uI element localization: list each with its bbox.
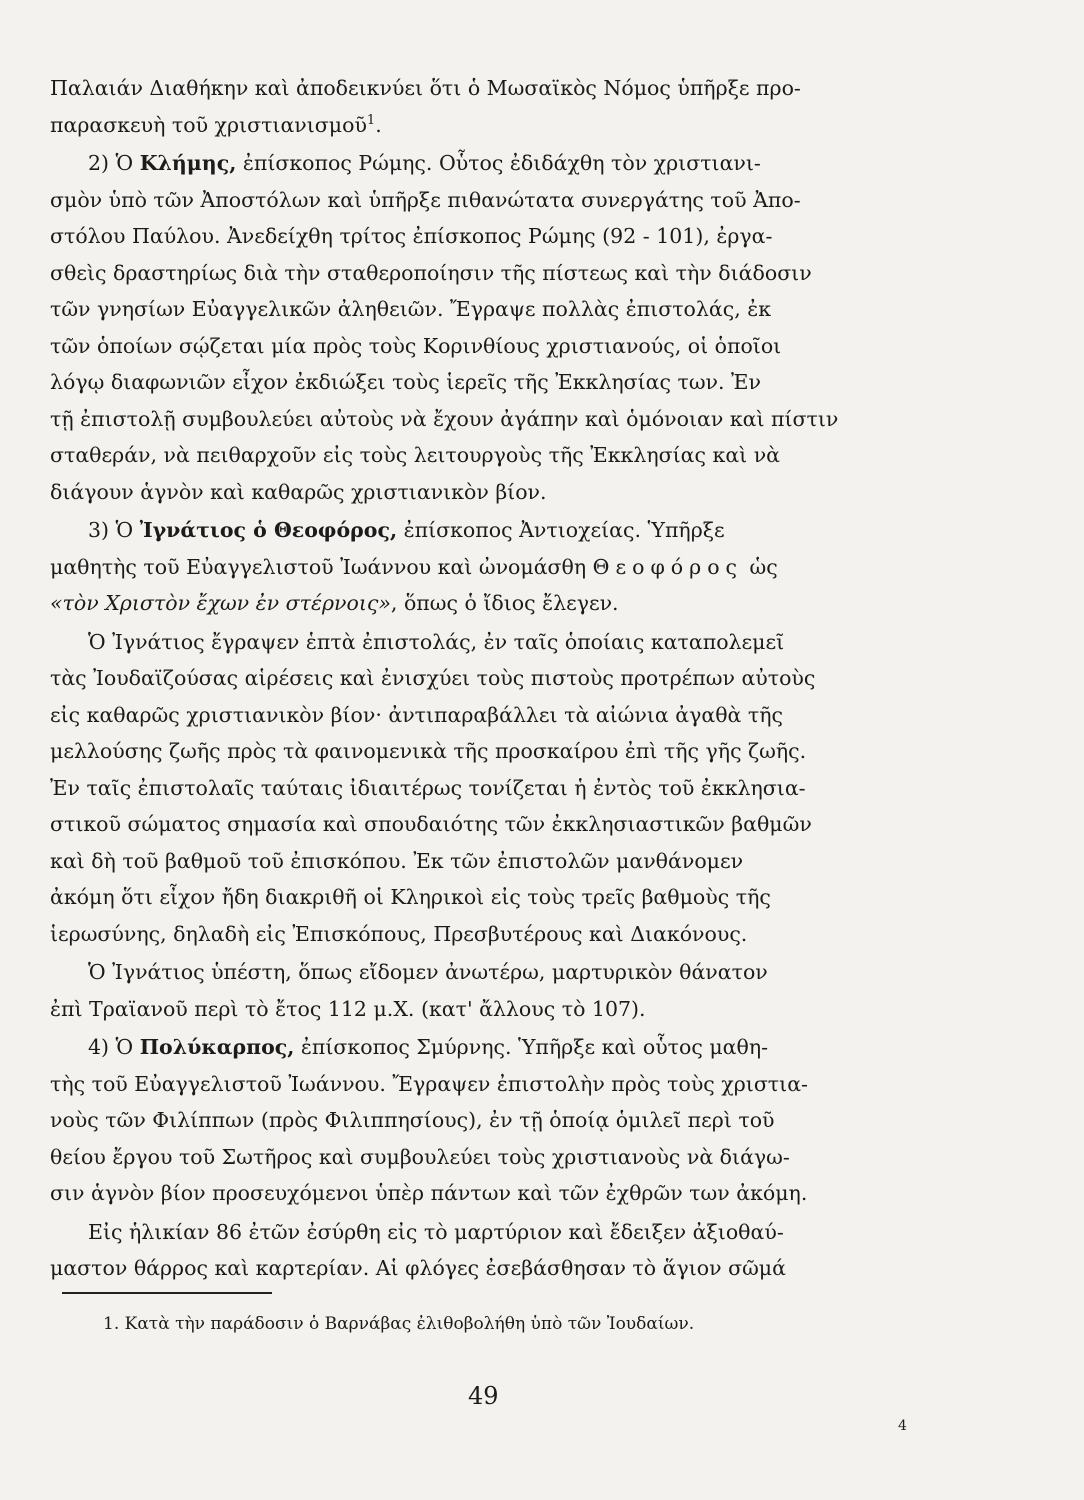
text-run: ἱερωσύνης, δηλαδὴ εἰς Ἐπισκόπους, Πρεσβυτέρους καὶ Διακόνους. (50, 921, 748, 946)
text-run: στικοῦ σώματος σημασία καὶ σπουδαιότης τῶν ἐκκλησιαστικῶν βαθμῶν (50, 812, 812, 836)
text-run: σθεὶς δραστηρίως διὰ τὴν σταθεροποίησιν τῆς πίστεως καὶ τὴν διάδοσιν (50, 260, 812, 285)
text-run: θείου ἔργου τοῦ Σωτῆρος καὶ συμβουλεύει τοὺς χριστιανοὺς νὰ διάγω- (50, 1144, 790, 1169)
text-run: ὡς (743, 554, 778, 579)
text-line (50, 624, 895, 661)
text-run: Ἐν ταῖς ἐπιστολαῖς ταύταις ἰδιαιτέρως τονίζεται ἡ ἐντὸς τοῦ ἐκκλησια- (50, 775, 806, 800)
paragraph (50, 1029, 895, 1212)
text-run: 4) Ὁ (88, 1035, 140, 1059)
text-run: ἐπίσκοπος Ρώμης. Οὗτος ἐδιδάχθη τὸν χριστιανι- (236, 151, 761, 175)
text-run: τῶν ὁποίων σῴζεται μία πρὸς τοὺς Κορινθίους χριστιανούς, οἱ ὁποῖοι (50, 333, 782, 358)
text-line (50, 1250, 895, 1287)
text-run: τὰς Ἰουδαϊζούσας αἱρέσεις καὶ ἐνισχύει τοὺς πιστοὺς προτρέπων αὐτοὺς (50, 666, 816, 690)
text-run: ἐπίσκοπος Σμύρνης. Ὑπῆρξε καὶ οὗτος μαθη- (294, 1035, 769, 1059)
paragraph (50, 512, 895, 622)
text-line (50, 145, 895, 182)
text-run: νοὺς τῶν Φιλίππων (πρὸς Φιλιππησίους), ἐν τῇ ὁποίᾳ ὁμιλεῖ περὶ τοῦ (50, 1108, 775, 1132)
text-line (50, 954, 895, 991)
text-run: μαθητὴς τοῦ Εὐαγγελιστοῦ Ἰωάννου καὶ ὠνομάσθη (50, 554, 593, 579)
text-line (50, 1214, 895, 1251)
text-run: 1 (366, 112, 376, 128)
text-run: Ὁ Ἰγνάτιος ἔγραψεν ἑπτὰ ἐπιστολάς, ἐν ταῖς ὁποίαις καταπολεμεῖ (88, 629, 785, 654)
text-line (50, 733, 895, 770)
text-line (50, 512, 895, 549)
text-line (50, 328, 895, 365)
text-line (50, 291, 895, 328)
text-run: σμὸν ὑπὸ τῶν Ἀποστόλων καὶ ὑπῆρξε πιθανώτατα συνεργάτης τοῦ Ἀπο- (50, 187, 801, 212)
text-line (50, 107, 895, 144)
text-line (50, 182, 895, 219)
text-line (50, 916, 895, 953)
text-line (50, 1139, 895, 1176)
text-run: ἐπὶ Τραϊανοῦ περὶ τὸ ἔτος 112 μ.Χ. (κατ' ἄλλους τὸ 107). (50, 996, 646, 1021)
text-run: διάγουν ἁγνὸν καὶ καθαρῶς χριστιανικὸν βίον. (50, 479, 547, 504)
text-line (50, 218, 895, 255)
text-line (50, 697, 895, 734)
text-run: , ὅπως ὁ ἴδιος ἔλεγεν. (390, 591, 619, 615)
text-run: ἐπίσκοπος Ἀντιοχείας. Ὑπῆρξε (397, 518, 725, 542)
text-run: Θεοφόρος (592, 554, 744, 579)
text-line (50, 991, 895, 1028)
text-run: ἀκόμη ὅτι εἶχον ἤδη διακριθῆ οἱ Κληρικοὶ εἰς τοὺς τρεῖς βαθμοὺς τῆς (50, 885, 771, 909)
text-line (50, 1066, 895, 1103)
text-run: Πολύκαρπος, (139, 1035, 295, 1059)
paragraph (50, 145, 895, 510)
text-line (50, 474, 895, 511)
corner-mark: 4 (898, 1418, 907, 1434)
text-run: μελλούσης ζωῆς πρὸς τὰ φαινομενικὰ τῆς προσκαίρου ἐπὶ τῆς γῆς ζωῆς. (50, 739, 807, 763)
text-line (50, 255, 895, 292)
text-run: Ὁ Ἰγνάτιος ὑπέστη, ὅπως εἴδομεν ἀνωτέρω, μαρτυρικὸν θάνατον (88, 960, 768, 984)
text-run: τῶν γνησίων Εὐαγγελικῶν ἀληθειῶν. Ἔγραψε πολλὰς ἐπιστολάς, ἐκ (50, 297, 772, 321)
text-run: Ἰγνάτιος ὁ Θεοφόρος, (139, 518, 398, 542)
text-run: Κλήμης, (139, 151, 237, 175)
text-run: 2) Ὁ (88, 151, 140, 175)
text-run: Εἰς ἡλικίαν 86 ἐτῶν ἐσύρθη εἰς τὸ μαρτύριον καὶ ἔδειξεν ἀξιοθαύ- (88, 1219, 784, 1244)
text-run: λόγῳ διαφωνιῶν εἶχον ἐκδιώξει τοὺς ἱερεῖς τῆς Ἐκκλησίας των. Ἐν (50, 370, 761, 394)
paragraph (50, 624, 895, 953)
text-line (50, 549, 895, 586)
text-line (50, 879, 895, 916)
text-line (50, 585, 895, 622)
paragraph (50, 954, 895, 1027)
text-line (50, 770, 895, 807)
text-run: στόλου Παύλου. Ἀνεδείχθη τρίτος ἐπίσκοπος Ρώμης (92 - 101), ἐργα- (50, 224, 773, 248)
text-run: σιν ἁγνὸν βίον προσευχόμενοι ὑπὲρ πάντων καὶ τῶν ἐχθρῶν των ἀκόμη. (50, 1181, 808, 1205)
paragraph (50, 1214, 895, 1287)
page-body (50, 70, 895, 1287)
text-line (50, 70, 895, 107)
text-run: Παλαιάν Διαθήκην καὶ ἀποδεικνύει ὅτι ὁ Μωσαϊκὸς Νόμος ὑπῆρξε προ- (50, 76, 801, 100)
text-line (50, 843, 895, 880)
text-run: παρασκευὴ τοῦ χριστιανισμοῦ (50, 112, 367, 137)
text-run: καὶ δὴ τοῦ βαθμοῦ τοῦ ἐπισκόπου. Ἐκ τῶν ἐπιστολῶν μανθάνομεν (50, 848, 744, 873)
text-line (50, 401, 895, 438)
text-line (50, 364, 895, 401)
paragraph (50, 70, 895, 143)
text-run: εἰς καθαρῶς χριστιανικὸν βίον· ἀντιπαραβάλλει τὰ αἰώνια ἀγαθὰ τῆς (50, 702, 784, 727)
text-run: . (375, 112, 382, 137)
footnote: 1. Κατὰ τὴν παράδοσιν ὁ Βαρνάβας ἐλιθοβολήθη ὑπὸ τῶν Ἰουδαίων. (103, 1314, 695, 1334)
text-run: τὴς τοῦ Εὐαγγελιστοῦ Ἰωάννου. Ἔγραψεν ἐπιστολὴν πρὸς τοὺς χριστια- (50, 1071, 808, 1096)
text-line (50, 437, 895, 474)
text-run: «τὸν Χριστὸν ἔχων ἐν στέρνοις» (50, 591, 391, 615)
text-run: σταθεράν, νὰ πειθαρχοῦν εἰς τοὺς λειτουργοὺς τῆς Ἐκκλησίας καὶ νὰ (50, 443, 781, 467)
text-line (50, 806, 895, 843)
text-line (50, 660, 895, 697)
text-line (50, 1175, 895, 1212)
text-line (50, 1102, 895, 1139)
footnote-divider (62, 1292, 272, 1294)
text-run: 3) Ὁ (88, 518, 140, 542)
page-number: 49 (468, 1382, 499, 1410)
text-run: τῇ ἐπιστολῇ συμβουλεύει αὐτοὺς νὰ ἔχουν ἀγάπην καὶ ὁμόνοιαν καὶ πίστιν (50, 406, 839, 431)
text-run: μαστον θάρρος καὶ καρτερίαν. Αἱ φλόγες ἐσεβάσθησαν τὸ ἅγιον σῶμά (50, 1256, 786, 1280)
text-line (50, 1029, 895, 1066)
